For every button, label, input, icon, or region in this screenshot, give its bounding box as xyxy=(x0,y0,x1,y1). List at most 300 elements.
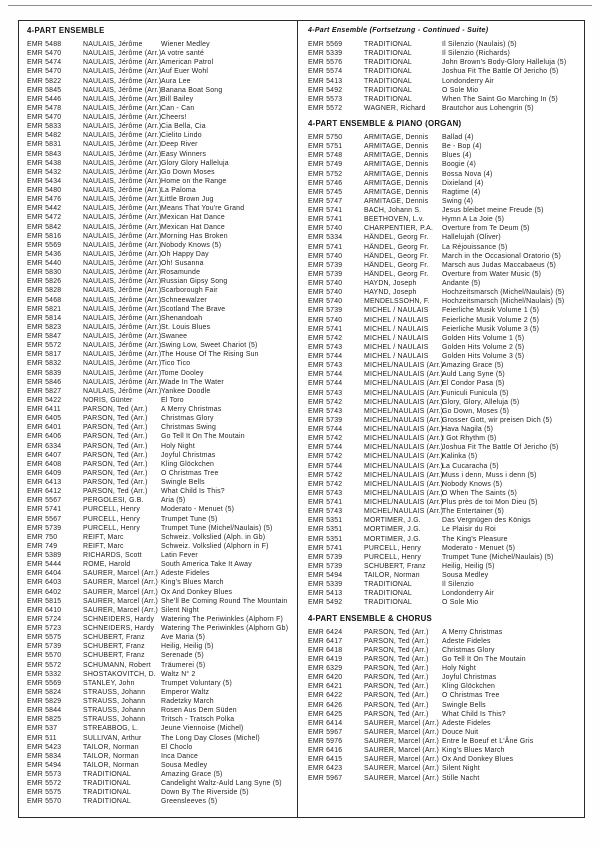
table-row xyxy=(27,724,294,733)
emr-number: EMR 5572 xyxy=(27,661,62,669)
emr-number: EMR 5351 xyxy=(308,535,343,543)
table-row xyxy=(308,516,581,525)
emr-number: EMR 5843 xyxy=(27,150,62,158)
table-row xyxy=(27,131,294,140)
emr-number: EMR 5339 xyxy=(308,581,343,589)
piece-title: Auf Euer Wohl xyxy=(161,68,209,76)
piece-title: Rosamunde xyxy=(161,269,201,277)
composer-name: TRADITIONAL xyxy=(83,780,131,788)
piece-title: O Sole Mio xyxy=(442,86,479,94)
composer-name: SAURER, Marcel (Arr.) xyxy=(83,588,159,596)
emr-number: EMR 5814 xyxy=(27,314,62,322)
piece-title: Sousa Medley xyxy=(161,761,208,769)
composer-name: NAULAIS, Jérôme (Arr.) xyxy=(83,260,162,267)
piece-title: Adeste Fideles xyxy=(161,570,210,578)
piece-title: Tritsch - Tratsch Polka xyxy=(161,716,235,724)
table-row xyxy=(308,95,581,104)
emr-number: EMR 5741 xyxy=(308,544,343,552)
composer-name: TRADITIONAL xyxy=(364,50,412,58)
piece-title: Grosser Gott, wir preisen Dich (5) xyxy=(442,416,553,424)
composer-name: PARSON, Ted (Arr.) xyxy=(83,433,148,441)
composer-name: SAURER, Marcel (Arr.) xyxy=(364,728,440,736)
composer-name: SAURER, Marcel (Arr.) xyxy=(364,719,440,727)
table-row xyxy=(308,489,581,498)
composer-name: HÄNDEL, Georg Fr. xyxy=(364,270,429,278)
emr-number: EMR 5567 xyxy=(27,497,62,505)
table-row xyxy=(27,752,294,761)
piece-title: St. Louis Blues xyxy=(161,323,211,331)
piece-title: Go Tell It On The Moutain xyxy=(442,655,526,663)
emr-number: EMR 5739 xyxy=(308,562,343,570)
composer-name: SAURER, Marcel (Arr.) xyxy=(83,597,159,605)
table-row xyxy=(27,770,294,779)
piece-title: Christmas Glory xyxy=(161,415,214,423)
emr-number: EMR 6408 xyxy=(27,460,62,468)
composer-name: SAURER, Marcel (Arr.) xyxy=(364,738,440,745)
table-row xyxy=(27,241,294,250)
composer-name: PARSON, Ted (Arr.) xyxy=(83,460,148,468)
composer-name: TRADITIONAL xyxy=(364,59,412,67)
composer-name: SAURER, Marcel (Arr.) xyxy=(364,756,440,764)
composer-name: NAULAIS, Jérôme (Arr.) xyxy=(83,223,162,231)
piece-title: South America Take It Away xyxy=(161,561,252,569)
emr-number: EMR 5740 xyxy=(308,316,343,324)
table-row xyxy=(308,637,581,646)
table-row xyxy=(308,774,581,783)
table-row xyxy=(308,40,581,49)
emr-number: EMR 5569 xyxy=(27,679,62,687)
table-row xyxy=(27,286,294,295)
emr-number: EMR 5569 xyxy=(27,241,62,249)
table-row xyxy=(27,86,294,95)
emr-number: EMR 5740 xyxy=(308,280,343,287)
composer-name: SAURER, Marcel (Arr.) xyxy=(364,774,440,782)
composer-name: NAULAIS, Jérôme (Arr.) xyxy=(83,159,162,167)
piece-title: American Patrol xyxy=(161,59,214,67)
table-row xyxy=(308,361,581,370)
section-title: 4-PART ENSEMBLE & CHORUS xyxy=(308,613,433,623)
table-row xyxy=(27,624,294,633)
piece-title: Overture from Water Music (5) xyxy=(442,270,542,278)
emr-number: EMR 5440 xyxy=(27,260,62,267)
piece-title: Banana Boat Song xyxy=(161,86,223,94)
composer-name: NAULAIS, Jérôme (Arr.) xyxy=(83,95,162,103)
emr-number: EMR 5830 xyxy=(27,269,62,277)
piece-title: Funiculi Funicula (5) xyxy=(442,389,509,397)
composer-name: PARSON, Ted (Arr.) xyxy=(83,415,148,423)
composer-name: NAULAIS, Jérôme (Arr.) xyxy=(83,278,162,286)
table-row xyxy=(308,306,581,315)
emr-number: EMR 5572 xyxy=(308,104,343,112)
composer-name: NAULAIS, Jérôme (Arr.) xyxy=(83,214,162,222)
piece-title: Scotland The Brave xyxy=(161,305,226,313)
table-row xyxy=(308,352,581,361)
composer-name: NAULAIS, Jérôme (Arr.) xyxy=(83,141,162,149)
emr-number: EMR 5739 xyxy=(308,307,343,315)
composer-name: MICHEL/NAULAIS (Arr.) xyxy=(364,371,444,379)
piece-title: Douce Nuit xyxy=(442,728,479,736)
emr-number: EMR 5575 xyxy=(27,634,62,642)
emr-number: EMR 5570 xyxy=(27,652,62,660)
piece-title: Hava Nagila (5) xyxy=(442,426,494,433)
composer-name: HÄNDEL, Georg Fr. xyxy=(364,261,429,269)
emr-number: EMR 5821 xyxy=(27,305,62,313)
table-row xyxy=(27,77,294,86)
composer-name: TRADITIONAL xyxy=(83,771,131,778)
emr-number: EMR 5478 xyxy=(27,104,62,112)
piece-title: A Merry Christmas xyxy=(442,628,503,636)
composer-name: NAULAIS, Jérôme (Arr.) xyxy=(83,269,162,277)
composer-name: NAULAIS, Jérôme (Arr.) xyxy=(83,314,162,322)
piece-title: Inca Dance xyxy=(161,752,199,760)
piece-title: Rosen Aus Dem Süden xyxy=(161,707,237,715)
composer-name: NAULAIS, Jérôme (Arr.) xyxy=(83,351,162,359)
emr-number: EMR 5740 xyxy=(308,298,343,306)
table-row xyxy=(308,764,581,773)
composer-name: NAULAIS, Jérôme (Arr.) xyxy=(83,86,162,94)
composer-name: HÄNDEL, Georg Fr. xyxy=(364,252,429,260)
piece-title: Nobody Knows (5) xyxy=(442,480,503,488)
table-row xyxy=(27,533,294,542)
composer-name: CHARPENTIER, P.A. xyxy=(364,225,434,233)
emr-number: EMR 5446 xyxy=(27,95,62,103)
composer-name: ARMITAGE, Dennis xyxy=(364,161,429,169)
emr-number: EMR 5744 xyxy=(308,426,343,433)
piece-title: Candelight Waltz-Auld Lang Syne (5) xyxy=(161,780,282,788)
composer-name: TRADITIONAL xyxy=(364,581,412,589)
composer-name: PURCELL, Henry xyxy=(83,524,141,532)
composer-name: SCHUBERT, Franz xyxy=(83,643,145,651)
table-row xyxy=(308,206,581,215)
composer-name: PERGOLESI, G.B. xyxy=(83,497,144,505)
emr-number: EMR 5817 xyxy=(27,351,62,359)
piece-title: Londonderry Air xyxy=(442,77,494,85)
composer-name: TRADITIONAL xyxy=(364,77,412,85)
emr-number: EMR 6413 xyxy=(27,479,62,486)
section-rows xyxy=(27,40,294,807)
composer-name: MICHEL/NAULAIS (Arr.) xyxy=(364,407,444,415)
emr-number: EMR 5747 xyxy=(308,197,343,205)
piece-title: Swanee xyxy=(161,333,188,340)
emr-number: EMR 5492 xyxy=(308,86,343,94)
table-row xyxy=(27,204,294,213)
composer-name: MICHEL / NAULAIS xyxy=(364,307,429,315)
emr-number: EMR 5831 xyxy=(27,141,62,149)
table-row xyxy=(308,701,581,710)
piece-title: Bossa Nova (4) xyxy=(442,170,493,178)
emr-number: EMR 5743 xyxy=(308,389,343,397)
composer-name: MICHEL/NAULAIS (Arr.) xyxy=(364,435,444,443)
table-row xyxy=(27,341,294,350)
table-row xyxy=(27,396,294,405)
piece-title: Waltz N° 2 xyxy=(161,670,196,678)
piece-title: Joshua Fit The Battle Of Jericho (5) xyxy=(442,444,559,452)
table-row xyxy=(308,67,581,76)
piece-title: Nobody Knows (5) xyxy=(161,241,222,249)
table-row xyxy=(27,405,294,414)
emr-number: EMR 6417 xyxy=(308,637,343,645)
emr-number: EMR 5470 xyxy=(27,114,62,121)
composer-name: ARMITAGE, Dennis xyxy=(364,170,429,178)
piece-title: Go Down Moses xyxy=(161,168,215,176)
section-rows xyxy=(308,40,581,113)
emr-number: EMR 5745 xyxy=(308,188,343,196)
piece-title: Wiener Medley xyxy=(161,41,210,48)
piece-title: La Paloma xyxy=(161,187,196,194)
piece-title: Watering The Periwinkles (Alphorn F) xyxy=(161,615,284,623)
piece-title: Emperor Waltz xyxy=(161,688,210,696)
piece-title: Golden Hits Volume 3 (5) xyxy=(442,353,525,360)
piece-title: Schneewalzer xyxy=(161,296,207,304)
piece-title: Jeune Viennoise (Michel) xyxy=(161,725,244,733)
emr-number: EMR 6416 xyxy=(308,747,343,755)
piece-title: El Choclo xyxy=(161,743,193,751)
composer-name: NAULAIS, Jérôme (Arr.) xyxy=(83,323,162,331)
composer-name: PARSON, Ted (Arr.) xyxy=(364,701,429,709)
table-row xyxy=(27,332,294,341)
piece-title: Marsch aus Judas Maccabaeus (5) xyxy=(442,261,557,269)
table-row xyxy=(27,223,294,232)
emr-number: EMR 5739 xyxy=(308,416,343,424)
composer-name: PARSON, Ted (Arr.) xyxy=(83,469,148,477)
piece-title: March in the Occasional Oratorio (5) xyxy=(442,252,561,260)
table-row xyxy=(308,58,581,67)
emr-number: EMR 5829 xyxy=(27,698,62,705)
emr-number: EMR 5967 xyxy=(308,728,343,736)
table-row xyxy=(308,379,581,388)
piece-title: Ballad (4) xyxy=(442,134,474,141)
table-row xyxy=(308,252,581,261)
emr-number: EMR 6401 xyxy=(27,424,62,432)
table-row xyxy=(308,682,581,691)
table-row xyxy=(27,487,294,496)
piece-title: La Cucaracha (5) xyxy=(442,462,499,470)
table-row xyxy=(27,642,294,651)
table-row xyxy=(27,350,294,359)
composer-name: PURCELL, Henry xyxy=(364,544,422,552)
composer-name: MICHEL/NAULAIS (Arr.) xyxy=(364,426,444,433)
composer-name: NAULAIS, Jérôme (Arr.) xyxy=(83,59,162,67)
composer-name: SCHNEIDERS, Hardy xyxy=(83,615,155,623)
piece-title: Cielito Lindo xyxy=(161,132,202,140)
piece-title: Radetzky March xyxy=(161,698,214,705)
emr-number: EMR 5476 xyxy=(27,196,62,204)
table-row xyxy=(27,542,294,551)
emr-number: EMR 5844 xyxy=(27,707,62,715)
piece-title: Tome Dooley xyxy=(161,369,204,377)
composer-name: MORTIMER, J.G. xyxy=(364,535,421,543)
composer-name: PARSON, Ted (Arr.) xyxy=(364,655,429,663)
table-row xyxy=(308,49,581,58)
composer-name: NAULAIS, Jérôme (Arr.) xyxy=(83,342,162,350)
emr-number: EMR 537 xyxy=(27,725,58,733)
composer-name: MICHEL/NAULAIS (Arr.) xyxy=(364,489,444,497)
table-row xyxy=(308,343,581,352)
composer-name: TRADITIONAL xyxy=(364,590,412,598)
emr-number: EMR 5482 xyxy=(27,132,62,140)
emr-number: EMR 5824 xyxy=(27,688,62,696)
table-row xyxy=(308,728,581,737)
table-row xyxy=(27,423,294,432)
composer-name: MICHEL / NAULAIS xyxy=(364,325,429,333)
emr-number: EMR 5569 xyxy=(308,41,343,48)
piece-title: Hallelujah (Oliver) xyxy=(442,234,501,242)
emr-number: EMR 5744 xyxy=(308,371,343,379)
emr-number: EMR 5740 xyxy=(308,225,343,233)
table-row xyxy=(308,142,581,151)
table-row xyxy=(308,719,581,728)
emr-number: EMR 511 xyxy=(27,734,57,742)
table-row xyxy=(308,480,581,489)
piece-title: Swingle Bells xyxy=(161,479,205,486)
emr-number: EMR 5492 xyxy=(308,599,343,607)
piece-title: When The Saint Go Marching In (5) xyxy=(442,95,558,103)
table-row xyxy=(308,297,581,306)
table-row xyxy=(27,679,294,688)
table-row xyxy=(308,316,581,325)
piece-title: Il Silenzio (Richards) xyxy=(442,50,511,58)
emr-number: EMR 5480 xyxy=(27,187,62,194)
section-rows xyxy=(308,628,581,783)
piece-title: Golden Hits Volume 2 (5) xyxy=(442,343,525,351)
composer-name: MICHEL/NAULAIS (Arr.) xyxy=(364,480,444,488)
emr-number: EMR 5472 xyxy=(27,214,62,222)
table-row xyxy=(308,224,581,233)
composer-name: MICHEL/NAULAIS (Arr.) xyxy=(364,471,444,479)
column-left xyxy=(19,21,297,817)
table-row xyxy=(27,67,294,76)
emr-number: EMR 5743 xyxy=(308,362,343,370)
table-row xyxy=(27,113,294,122)
table-row xyxy=(27,140,294,149)
piece-title: The Long Day Closes (Michel) xyxy=(161,734,260,742)
piece-title: Morning Has Broken xyxy=(161,232,228,240)
composer-name: NORIS, Günter xyxy=(83,396,133,404)
composer-name: NAULAIS, Jérôme (Arr.) xyxy=(83,177,162,185)
table-row xyxy=(27,296,294,305)
emr-number: EMR 5742 xyxy=(308,398,343,406)
piece-title: Schweiz. Volkslied (Alph. in Gb) xyxy=(161,533,266,541)
piece-title: Amazing Grace (5) xyxy=(161,771,223,778)
piece-title: Moderato - Menuet (5) xyxy=(161,506,235,514)
emr-number: EMR 6419 xyxy=(308,655,343,663)
piece-title: King's Blues March xyxy=(442,747,505,755)
table-row xyxy=(308,279,581,288)
composer-name: TAILOR, Norman xyxy=(83,743,139,751)
emr-number: EMR 5744 xyxy=(308,444,343,452)
piece-title: Kling Glöckchen xyxy=(161,460,215,468)
piece-title: Deep River xyxy=(161,141,198,149)
composer-name: HAYDN, Joseph xyxy=(364,280,417,287)
composer-name: SAURER, Marcel (Arr.) xyxy=(364,747,440,755)
table-row xyxy=(308,151,581,160)
emr-number: EMR 5413 xyxy=(308,590,343,598)
emr-number: EMR 6409 xyxy=(27,469,62,477)
composer-name: MORTIMER, J.G. xyxy=(364,517,421,525)
composer-name: TRADITIONAL xyxy=(83,798,131,806)
piece-title: Down By The Riverside (5) xyxy=(161,789,249,797)
composer-name: TRADITIONAL xyxy=(364,86,412,94)
emr-number: EMR 5742 xyxy=(308,435,343,443)
emr-number: EMR 5434 xyxy=(27,177,62,185)
table-row xyxy=(308,452,581,461)
emr-number: EMR 5724 xyxy=(27,615,62,623)
composer-name: TRADITIONAL xyxy=(364,41,412,48)
piece-title: John Brown's Body-Glory Halleluja (5) xyxy=(442,59,567,67)
composer-name: NAULAIS, Jérôme (Arr.) xyxy=(83,378,162,386)
composer-name: STANLEY, John xyxy=(83,679,135,687)
piece-title: Boogie (4) xyxy=(442,161,476,169)
piece-title: Holy Night xyxy=(161,442,195,450)
table-row xyxy=(27,369,294,378)
piece-title: Das Vergnügen des Königs xyxy=(442,517,531,525)
composer-name: PARSON, Ted (Arr.) xyxy=(364,637,429,645)
piece-title: Aura Lee xyxy=(161,77,191,85)
table-row xyxy=(308,598,581,607)
composer-name: PARSON, Ted (Arr.) xyxy=(364,628,429,636)
table-row xyxy=(308,580,581,589)
table-row xyxy=(308,434,581,443)
piece-title: Joyful Christmas xyxy=(161,451,216,459)
piece-title: Hymn A La Joie (5) xyxy=(442,216,505,224)
emr-number: EMR 5744 xyxy=(308,353,343,360)
piece-title: A Merry Christmas xyxy=(161,406,222,413)
composer-name: NAULAIS, Jérôme (Arr.) xyxy=(83,187,162,194)
table-row xyxy=(27,186,294,195)
composer-name: SAURER, Marcel (Arr.) xyxy=(83,579,159,587)
piece-title: Heilig, Heilig (5) xyxy=(161,643,214,651)
composer-name: NAULAIS, Jérôme (Arr.) xyxy=(83,196,162,204)
table-row xyxy=(308,737,581,746)
table-row xyxy=(308,525,581,534)
table-row xyxy=(308,270,581,279)
emr-number: EMR 5822 xyxy=(27,77,62,85)
emr-number: EMR 5739 xyxy=(308,261,343,269)
emr-number: EMR 6420 xyxy=(308,674,343,682)
emr-number: EMR 5827 xyxy=(27,387,62,395)
piece-title: Mexican Hat Dance xyxy=(161,214,225,222)
section-4-part-ensemble-piano-organ xyxy=(308,119,581,608)
composer-name: MICHEL/NAULAIS (Arr.) xyxy=(364,499,444,506)
piece-title: The Entertainer (5) xyxy=(442,508,505,516)
emr-number: EMR 5570 xyxy=(27,798,62,806)
table-row xyxy=(27,651,294,660)
table-row xyxy=(308,471,581,480)
composer-name: STRAUSS, Johann xyxy=(83,707,146,715)
table-row xyxy=(27,688,294,697)
composer-name: HÄNDEL, Georg Fr. xyxy=(364,243,429,251)
composer-name: ARMITAGE, Dennis xyxy=(364,197,429,205)
piece-title: The King's Pleasure xyxy=(442,535,508,543)
piece-title: Can - Can xyxy=(161,104,195,112)
table-row xyxy=(308,416,581,425)
composer-name: HÄNDEL, Georg Fr. xyxy=(364,234,429,242)
composer-name: MICHEL/NAULAIS (Arr.) xyxy=(364,389,444,397)
composer-name: NAULAIS, Jérôme (Arr.) xyxy=(83,360,162,368)
table-row xyxy=(308,443,581,452)
composer-name: TRADITIONAL xyxy=(364,68,412,76)
emr-number: EMR 5442 xyxy=(27,205,62,213)
piece-title: Plus près de toi Mon Dieu (5) xyxy=(442,499,538,506)
table-row xyxy=(308,325,581,334)
table-row xyxy=(308,77,581,86)
piece-title: Serenade (5) xyxy=(161,652,204,660)
table-row xyxy=(308,288,581,297)
piece-title: Silent Night xyxy=(161,606,199,614)
table-row xyxy=(308,562,581,571)
composer-name: RICHARDS, Scott xyxy=(83,552,142,559)
emr-number: EMR 5967 xyxy=(308,774,343,782)
